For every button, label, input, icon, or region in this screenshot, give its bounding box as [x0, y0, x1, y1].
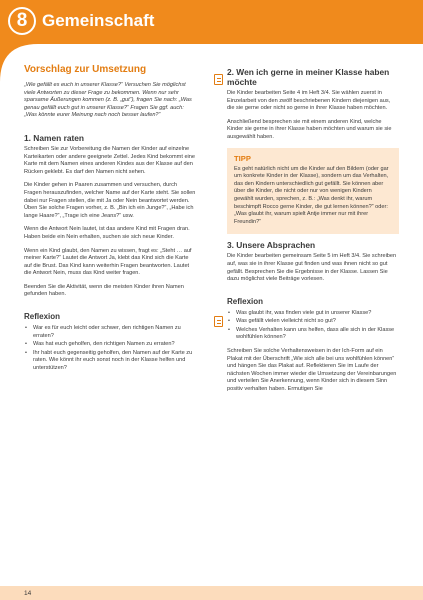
tip-title: TIPP: [234, 153, 251, 163]
tip-text: Es geht natürlich nicht um die Kinder auf den Bildern (oder gar um konkrete Kinder in der Klasse), sondern um das Verhalten, das den Kindern unterschiedlich gut gefällt. Sie können aber über die Kinder, die nicht oder nur von wenigen Kindern gewählt wurden, sprechen, z. B.: „Was denkt ihr, warum beschimpft Rocco gerne Kinder, die gut lernen können?“ oder: „Was glaubt ihr, warum spielt Antje immer nur mit ihrer Freundin?“: [234, 165, 389, 225]
page-title: Vorschlag zur Umsetzung: [24, 64, 147, 75]
section2-paragraph-1: Die Kinder bearbeiten Seite 4 im Heft 3/4. Sie wählen zuerst in Einzelarbeit von den zwölf beschriebenen Kindern diejenigen aus, die sie gerne oder nicht so gerne in ihrer Klasse haben möchten.: [227, 90, 391, 112]
section-heading-unsere-absprachen: 3. Unsere Absprachen: [227, 240, 316, 251]
section3-paragraph-1: Die Kinder bearbeiten gemeinsam Seite 5 im Heft 3/4. Sie schreiben auf, was sie in ihrer Klasse gut finden und was ihnen nicht so gut gefällt. Besprechen Sie die Ergebnisse in der Klasse. Lassen Sie dazu möglichst viele Beiträge vorlesen.: [227, 253, 397, 283]
list-item: • Welches Verhalten kann uns helfen, dass alle sich in der Klasse wohlfühlen können?: [227, 327, 399, 342]
page-number: 14: [24, 590, 32, 597]
section1-paragraph-3: Wenn die Antwort Nein lautet, ist das andere Kind mit Fragen dran. Haben beide ein Nein erhalten, suchen sie sich neue Kinder.: [24, 226, 190, 240]
section1-paragraph-2: Die Kinder gehen in Paaren zusammen und versuchen, durch Fragen herauszufinden, welcher Name auf der Karte steht. Sie sollen dabei nur Fragen stellen, die mit Ja oder Nein beantwortet werden. Üben Sie solche Fragen vorher, z. B. „Bin ich ein Junge?“, „Habe ich lange Haare?“, „Trage ich eine Jeans?“ usw.: [24, 182, 196, 219]
reflexion-heading-left: Reflexion: [24, 312, 61, 322]
right-column: [227, 64, 399, 400]
list-item: • Was hat euch geholfen, den richtigen Namen zu erraten?: [24, 341, 196, 349]
list-item: • Ihr habt euch gegenseitig geholfen, den Namen auf der Karte zu raten. Wie könnt ihr euch sonst noch in der Klasse helfen und unterstützen?: [24, 350, 196, 373]
section-heading-namen-raten: 1. Namen raten: [24, 132, 85, 143]
reflexion-heading-right: Reflexion: [227, 296, 264, 306]
intro-paragraph: „Wie gefällt es euch in unserer Klasse?“ Versuchen Sie möglichst viele Antworten zu dieser Frage zu bekommen. Wenn nur sehr sparsame Äußerungen kommen (z. B. „gut“), fragen Sie nach: „Was genau gefällt euch gut in unserer Klasse?“ Fragen Sie ggf. auch: „Was könnte eurer Meinung nach noch besser laufen?“: [24, 82, 192, 119]
chapter-number-badge: 8: [8, 7, 36, 35]
left-column: [24, 64, 196, 379]
chapter-title: Gemeinschaft: [42, 11, 155, 30]
list-item: • Was gefällt vielen vielleicht nicht so gut?: [227, 318, 399, 326]
section1-paragraph-4: Wenn ein Kind glaubt, den Namen zu wissen, fragt es: „Steht … auf meiner Karte?“ Lautet die Antwort Ja, klebt das Kind sich die Karte auf die Brust. Das Kind kann weiterhin Fragen beantworten. Lautet die Antwort Nein, muss das Kind weiter fragen.: [24, 247, 192, 277]
list-item: • Was glaubt ihr, was finden viele gut in unserer Klasse?: [227, 310, 399, 318]
chapter-header: [0, 0, 423, 44]
tip-box: [227, 148, 399, 235]
workbook-icon: [214, 316, 223, 327]
reflexion-list-right: [227, 310, 399, 342]
section1-paragraph-5: Beenden Sie die Aktivität, wenn die meisten Kinder ihren Namen gefunden haben.: [24, 283, 184, 298]
section1-paragraph-1: Schreiben Sie zur Vorbereitung die Namen der Kinder auf einzelne Karteikarten oder andere geeignete Zettel. Jedes Kind bekommt eine Karte mit dem Namen eines anderen Kindes aus der Klasse auf den Rücken geklebt. Es darf den Namen nicht sehen.: [24, 145, 196, 175]
section2-paragraph-2: Anschließend besprechen sie mit einem anderen Kind, welche Kinder sie gerne in ihrer Klasse haben möchten und warum sie sie ausgewählt haben.: [227, 118, 392, 140]
section3-paragraph-2: Schreiben Sie solche Verhaltensweisen in der Ich-Form auf ein Plakat mit der Überschrift „Wie sich alle bei uns wohlfühlen können“ und hängen Sie das Plakat auf. Reflektieren Sie im Laufe der nächsten Wochen immer wieder die Umsetzung der Vereinbarungen und verteilen Sie Anerkennung, wenn Kinder sich in diesem Sinn positiv verhalten haben. Ermutigen Sie: [227, 348, 397, 393]
reflexion-list-left: [24, 325, 196, 373]
list-item: • War es für euch leicht oder schwer, den richtigen Namen zu erraten?: [24, 325, 196, 340]
section-heading-wen-ich-gerne: 2. Wen ich gerne in meiner Klasse haben möchte: [227, 67, 390, 87]
workbook-icon: [214, 74, 223, 85]
page-footer: [0, 586, 423, 600]
